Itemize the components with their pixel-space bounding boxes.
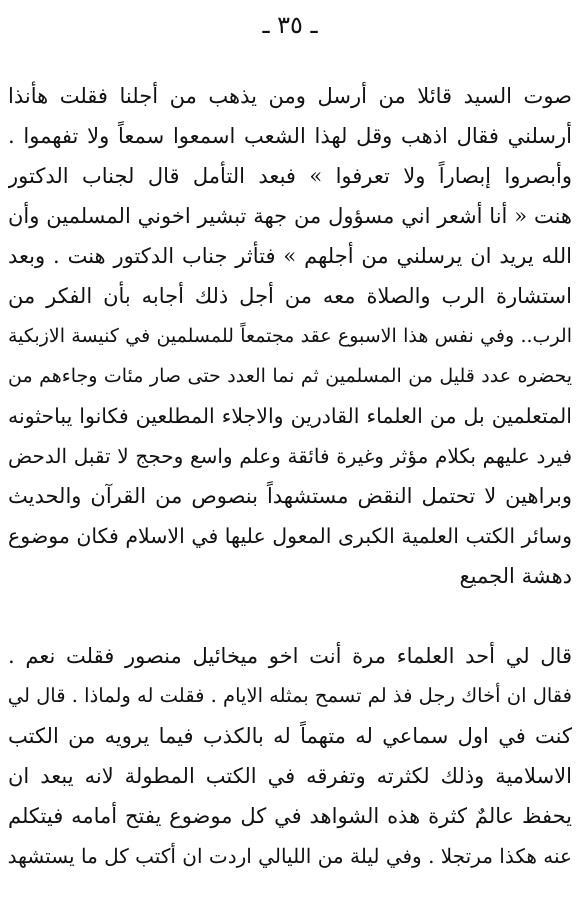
text-line: صوت السيد قائلا من أرسل ومن يذهب من أجلنا فقلت هأنذا xyxy=(8,84,572,108)
text-line: الله يريد ان يرسلني من أجلهم » فتأثر جناب الدكتور هنت . وبعد xyxy=(8,244,572,268)
text-line: يحفظ عالمٌ كثرة هذه الشواهد في كل موضوع يفتح أمامه فيتكلم xyxy=(8,804,572,828)
text-line: فيرد عليهم بكلام مؤثر وغيرة فائقة وعلم واسع وحجج لا تقبل الدحض xyxy=(8,444,572,468)
text-line: قال لي أحد العلماء مرة أنت اخو ميخائيل منصور فقلت نعم . xyxy=(8,644,572,668)
text-line: عنه هكذا مرتجلا . وفي ليلة من الليالي اردت ان أكتب كل ما يستشهد xyxy=(8,844,572,868)
text-line: وسائر الكتب العلمية الكبرى المعول عليها في الاسلام فكان موضوع xyxy=(8,524,572,548)
text-line: كنت في اول سماعي له متهماً له بالكذب فيما يرويه من الكتب xyxy=(8,724,572,748)
text-line: أرسلني فقال اذهب وقل لهذا الشعب اسمعوا سمعاً ولا تفهموا . xyxy=(8,124,572,148)
text-line: المتعلمين بل من العلماء القادرين والاجلاء المطلعين فكانوا يباحثونه xyxy=(8,404,572,428)
text-line: هنت « أنا أشعر اني مسؤول من جهة تبشير اخوني المسلمين وأن xyxy=(8,204,572,228)
text-line: الرب.. وفي نفس هذا الاسبوع عقد مجتمعاً للمسلمين في كنيسة الازبكية xyxy=(8,325,572,347)
text-line: يحضره عدد قليل من المسلمين ثم نما العدد حتى صار مئات وجاءهم من xyxy=(8,365,572,387)
text-line: استشارة الرب والصلاة معه من أجل ذلك أجابه بأن الفكر من xyxy=(8,284,572,308)
body-text xyxy=(8,0,572,916)
page-number: ـ ٣٥ ـ xyxy=(262,11,318,39)
text-line: دهشة الجميع xyxy=(459,564,572,588)
text-line: فقال ان أخاك رجل فذ لم تسمح بمثله الايام . فقلت له ولماذا . قال لي xyxy=(8,684,572,707)
text-line: وأبصروا إبصاراً ولا تعرفوا » فبعد التأمل قال لجناب الدكتور xyxy=(8,164,572,188)
text-line: الاسلامية وذلك لكثرته وتفرقه في الكتب المطولة لانه يبعد ان xyxy=(8,764,572,788)
text-line: وبراهين لا تحتمل النقض مستشهداً بنصوص من القرآن والحديث xyxy=(8,484,572,508)
